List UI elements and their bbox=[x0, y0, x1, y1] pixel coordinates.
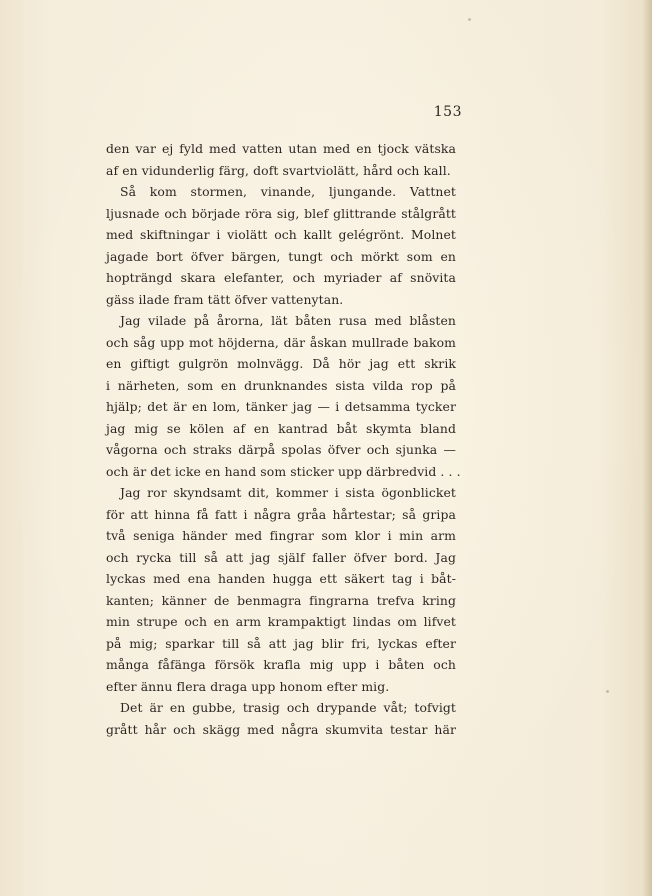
text-line: efter ännu flera draga upp honom efter mig. bbox=[106, 678, 390, 694]
text-line: och är det icke en hand som sticker upp därbredvid . . . bbox=[106, 463, 461, 479]
text-line: jag mig se kölen af en kantrad båt skymta bland bbox=[106, 420, 456, 436]
text-line: min strupe och en arm krampaktigt lindas om lifvet bbox=[106, 614, 456, 629]
text-line: af en vidunderlig färg, doft svartviolätt, hård och kall. bbox=[106, 162, 451, 178]
text-line: två seniga händer med fingrar som klor i min arm bbox=[106, 528, 456, 543]
page-edge-shadow bbox=[642, 0, 652, 896]
text-line: och rycka till så att jag själf faller öfver bord. Jag bbox=[106, 549, 456, 565]
page-number: 153 bbox=[433, 104, 462, 120]
text-line: gäss ilade fram tätt öfver vattenytan. bbox=[106, 291, 344, 307]
text-line: en giftigt gulgrön molnvägg. Då hör jag ett skrik bbox=[106, 356, 456, 371]
text-line: Jag ror skyndsamt dit, kommer i sista ögonblicket bbox=[120, 485, 456, 500]
text-line: kanten; känner de benmagra fingrarna trefva kring bbox=[106, 592, 456, 608]
text-line: för att hinna få fatt i några gråa hårtestar; så gripa bbox=[106, 506, 456, 522]
text-line: lyckas med ena handen hugga ett säkert tag i båt- bbox=[106, 571, 456, 586]
text-line: på mig; sparkar till så att jag blir fri, lyckas efter bbox=[106, 635, 456, 651]
text-line: Så kom stormen, vinande, ljungande. Vattnet bbox=[120, 184, 456, 199]
text-line: grått hår och skägg med några skumvita testar här bbox=[106, 721, 456, 737]
text-line: vågorna och straks därpå spolas öfver och sjunka — bbox=[106, 442, 456, 457]
text-line: i närheten, som en drunknandes sista vilda rop på bbox=[106, 377, 456, 393]
text-line: Det är en gubbe, trasig och drypande våt; tofvigt bbox=[120, 700, 456, 715]
text-line: ljusnade och började röra sig, blef glittrande stålgrått bbox=[106, 205, 456, 221]
text-line: många fåfänga försök krafla mig upp i båten och bbox=[106, 657, 456, 672]
body-text bbox=[106, 138, 461, 740]
text-line: och såg upp mot höjderna, där åskan mullrade bakom bbox=[106, 334, 456, 350]
text-line: hjälp; det är en lom, tänker jag — i detsamma tycker bbox=[106, 399, 456, 414]
paper-speck bbox=[468, 18, 471, 21]
text-line: med skiftningar i violätt och kallt gelégrönt. Molnet bbox=[106, 227, 456, 242]
paper-speck bbox=[606, 690, 609, 693]
text-line: Jag vilade på årorna, lät båten rusa med blåsten bbox=[120, 313, 456, 328]
text-line: den var ej fyld med vatten utan med en tjock vätska bbox=[106, 141, 456, 156]
text-line: jagade bort öfver bärgen, tungt och mörkt som en bbox=[106, 248, 456, 264]
text-line: hopträngd skara elefanter, och myriader af snövita bbox=[106, 270, 456, 285]
